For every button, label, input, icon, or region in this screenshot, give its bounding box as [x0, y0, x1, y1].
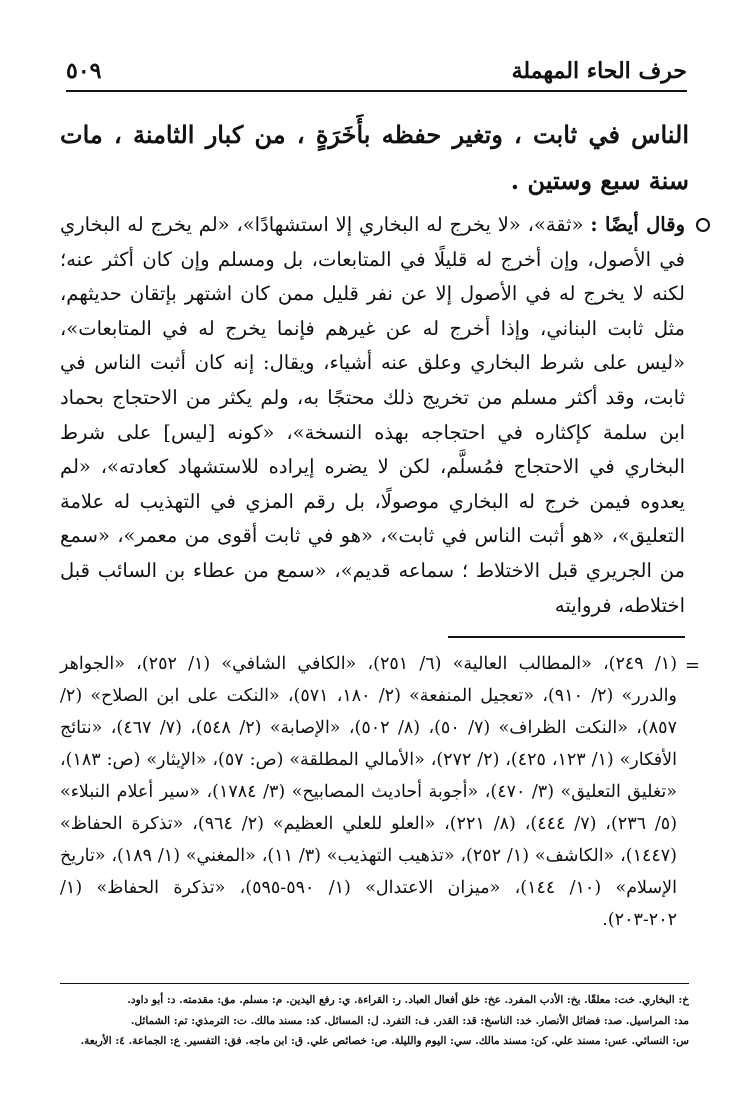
paragraph-text: «ثقة»، «لا يخرج له البخاري إلا استشهادًا»، «لم يخرج له البخاري في الأصول، وإن أخرج له قليلًا في المتابعات، بل ومسلم وإن كان أكثر عنه؛ لكنه لا يخرج له في الأصول إلا عن نفر قليل ممن كان اشتهر بإتقان حديثهم، مثل ثابت البناني، وإذا أخرج له عن غيرهم فإنما يخرج له في المتابعات»، «ليس على شرط البخاري وعلق عنه أشياء، ويقال: إنه كان أثبت الناس في ثابت، وقد أكثر مسلم من تخريج ذلك محتجًا به، ولم يكثر من الاحتجاج بحماد ابن سلمة كإكثاره في احتجاجه بهذه النسخة»، «كونه [ليس] على شرط البخاري في الاحتجاج فمُسلَّم، لكن لا يضره إيراده للاستشهاد كعادته»، «لم يعدوه فيمن خرج له البخاري موصولًا، بل رقم المزي في التهذيب له علامة التعليق»، «هو أثبت الناس في ثابت»، «هو في ثابت أقوى من معمر»، «سمع من الجريري قبل الاختلاط ؛ سماعه قديم»، «سمع من عطاء بن السائب قبل اختلاطه، فروايته — [60, 213, 685, 617]
abbreviations-line: س: النسائي. عس: مسند علي. كن: مسند مالك. سي: اليوم والليلة. ص: خصائص علي. ق: ابن ماجه. فق: التفسير. ع: الجماعة. ٤: الأربعة. — [80, 1035, 689, 1047]
page-header — [66, 54, 687, 92]
abbreviations-line: مد: المراسيل. صد: فضائل الأنصار. خد: الناسخ: قد: القدر. ف: التفرد. ل: المسائل. كد: مسند مالك. ت: الترمذي: تم: الشمائل. — [130, 1014, 689, 1027]
circle-bullet-icon — [696, 218, 710, 232]
footnote-continuation-mark: = — [684, 655, 700, 676]
abbreviations-line: خ: البخاري. خت: معلقًا. بخ: الأدب المفرد. عخ: خلق أفعال العباد. ر: القراءة. ي: رفع اليدين. م: مسلم. مق: مقدمته. د: أبو داود. — [127, 994, 689, 1006]
footnote-divider — [448, 636, 685, 638]
chapter-title: حرف الحاء المهملة — [511, 58, 687, 84]
abbreviations-key — [60, 990, 689, 1052]
continued-paragraph: الناس في ثابت ، وتغير حفظه بأَخَرَةٍ ، من كبار الثامنة ، مات سنة سبع وستين . — [60, 120, 689, 195]
commentary-paragraph — [60, 208, 685, 623]
paragraph-lead-word: وقال أيضًا : — [590, 213, 685, 236]
page-number: ٥٠٩ — [66, 58, 102, 84]
footnote-text: (١/ ٢٤٩)، «المطالب العالية» (٦/ ٢٥١)، «الكافي الشافي» (١/ ٢٥٢)، «الجواهر والدرر» (٢/ ٩١٠)، «تعجيل المنفعة» (٢/ ١٨٠، ٥٧١)، «النكت على ابن الصلاح» (٢/ ٨٥٧)، «النكت الظراف» (٧/ ٥٠)، (٨/ ٥٠٢)، «الإصابة» (٢/ ٥٤٨)، (٧/ ٤٦٧)، «نتائج الأفكار» (١/ ١٢٣، ٤٢٥)، (٢/ ٢٧٢)، «الأمالي المطلقة» (ص: ٥٧)، «الإيثار» (ص: ١٨٣)، «تغليق التعليق» (٣/ ٤٧٠)، «أجوبة أحاديث المصابيح» (٣/ ١٧٨٤)، «سير أعلام النبلاء» (٥/ ٢٣٦)، (٧/ ٤٤٤)، (٨/ ٢٢١)، «العلو للعلي العظيم» (٢/ ٩٦٤)، «تذكرة الحفاظ» (١٤٤٧)، «الكاشف» (١/ ٢٥٢)، «تذهيب التهذيب» (٣/ ١١)، «المغني» (١/ ١٨٩)، «تاريخ الإسلام» (١٠/ ١٤٤)، «ميزان الاعتدال» (١/ ٥٩٠-٥٩٥)، «تذكرة الحفاظ» (١/ ٢٠٢-٢٠٣). — [60, 654, 678, 930]
abbreviations-divider — [60, 983, 689, 984]
